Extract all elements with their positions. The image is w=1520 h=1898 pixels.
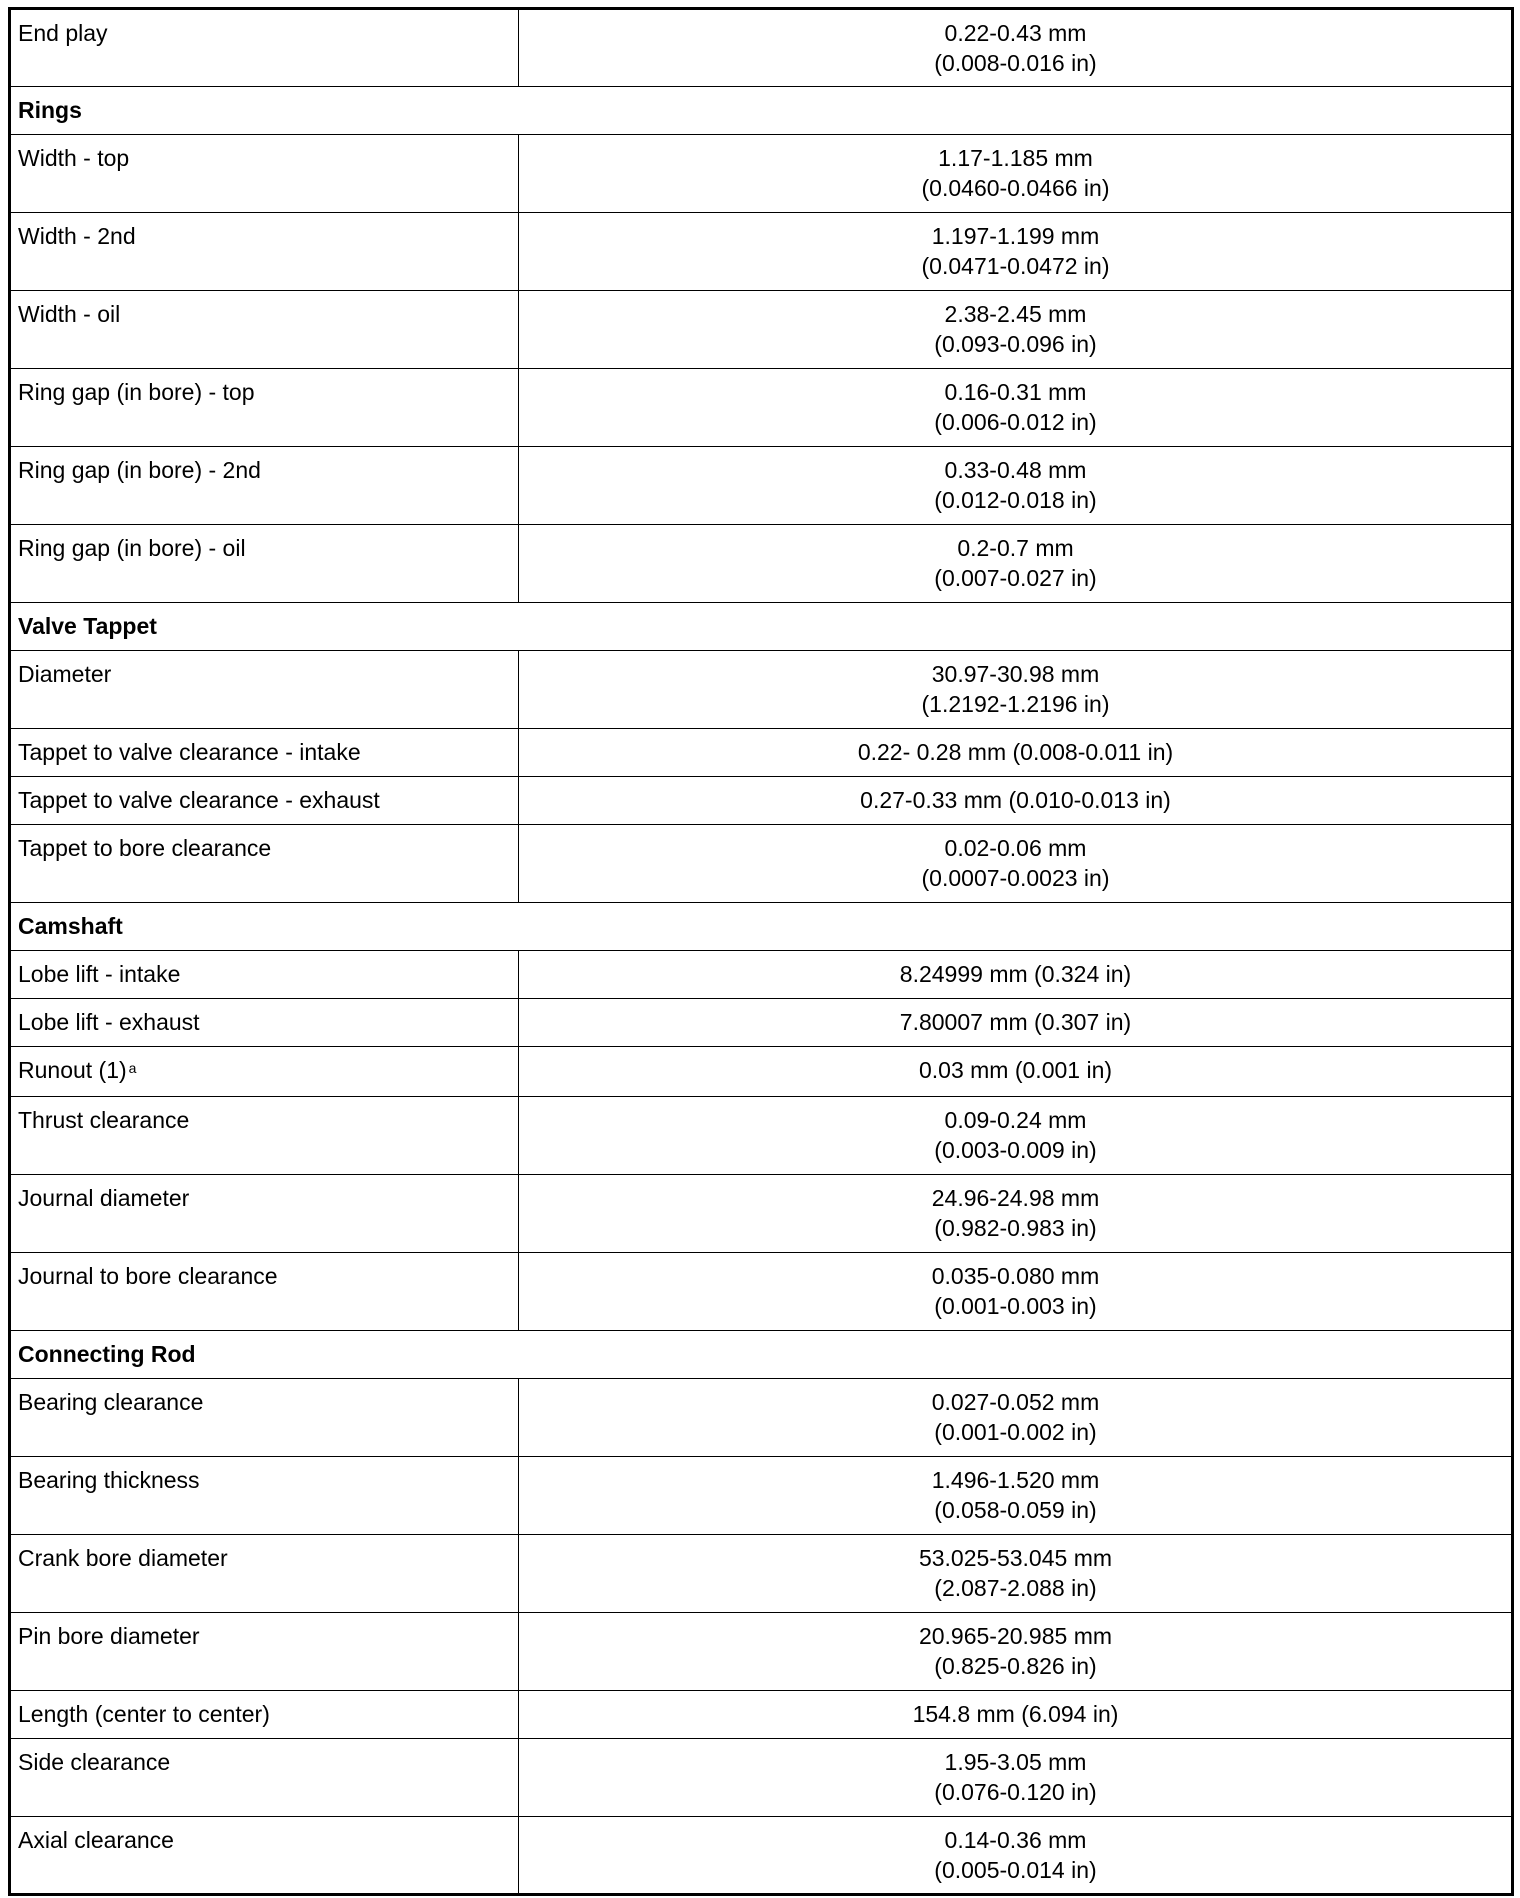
spec-row: [10, 447, 1513, 525]
spec-row: [10, 291, 1513, 369]
spec-label-cell: [10, 369, 519, 447]
spec-value-secondary: (0.008-0.016 in): [934, 50, 1097, 76]
spec-value-primary: 1.95-3.05 mm: [944, 1749, 1087, 1775]
spec-label: Ring gap (in bore) - 2nd: [18, 457, 261, 483]
spec-value-secondary: (1.2192-1.2196 in): [921, 691, 1110, 717]
spec-label: Runout (1): [18, 1057, 127, 1083]
spec-value-secondary: (0.001-0.003 in): [934, 1293, 1097, 1319]
spec-value-cell: [519, 951, 1513, 999]
spec-row: [10, 369, 1513, 447]
spec-value-secondary: (0.0460-0.0466 in): [921, 175, 1110, 201]
spec-value-primary: 7.80007 mm (0.307 in): [899, 1009, 1132, 1035]
spec-value-primary: 0.02-0.06 mm: [944, 835, 1087, 861]
spec-label-cell: [10, 777, 519, 825]
footnote-marker: a: [128, 1060, 137, 1076]
spec-value-cell: [519, 9, 1513, 87]
spec-label-cell: [10, 135, 519, 213]
spec-value-primary: 30.97-30.98 mm: [931, 661, 1100, 687]
spec-label: Crank bore diameter: [18, 1545, 228, 1571]
spec-label: Lobe lift - exhaust: [18, 1009, 200, 1035]
spec-label: Bearing thickness: [18, 1467, 200, 1493]
spec-value-secondary: (0.0471-0.0472 in): [921, 253, 1110, 279]
spec-value-primary: 0.22-0.43 mm: [944, 20, 1087, 46]
spec-row: [10, 1097, 1513, 1175]
spec-value-secondary: (0.001-0.002 in): [934, 1419, 1097, 1445]
spec-value-cell: [519, 1175, 1513, 1253]
spec-value-secondary: (0.005-0.014 in): [934, 1857, 1097, 1883]
spec-label-cell: [10, 213, 519, 291]
spec-label: Journal to bore clearance: [18, 1263, 278, 1289]
spec-label-cell: [10, 1613, 519, 1691]
spec-row: [10, 1253, 1513, 1331]
spec-label-cell: [10, 1253, 519, 1331]
spec-label-cell: [10, 447, 519, 525]
spec-value-secondary: (0.003-0.009 in): [934, 1137, 1097, 1163]
spec-value-secondary: (0.058-0.059 in): [934, 1497, 1097, 1523]
spec-value-cell: [519, 777, 1513, 825]
spec-label: Tappet to valve clearance - exhaust: [18, 787, 380, 813]
section-header-row: [10, 603, 1513, 651]
spec-label: End play: [18, 20, 108, 46]
spec-table-body: [10, 9, 1513, 1895]
spec-value-secondary: (0.006-0.012 in): [934, 409, 1097, 435]
spec-value-cell: [519, 1047, 1513, 1097]
section-header-row: [10, 1331, 1513, 1379]
spec-value-secondary: (0.982-0.983 in): [934, 1215, 1097, 1241]
spec-label: Bearing clearance: [18, 1389, 204, 1415]
spec-row: [10, 1691, 1513, 1739]
spec-label-cell: [10, 1817, 519, 1895]
spec-table: [8, 7, 1514, 1896]
spec-row: [10, 213, 1513, 291]
spec-label-cell: [10, 1097, 519, 1175]
section-header-row: [10, 87, 1513, 135]
spec-label-cell: [10, 651, 519, 729]
spec-value-primary: 53.025-53.045 mm: [918, 1545, 1113, 1571]
spec-value-cell: [519, 1691, 1513, 1739]
spec-label: Ring gap (in bore) - oil: [18, 535, 246, 561]
spec-label-cell: [10, 1739, 519, 1817]
spec-label-cell: [10, 951, 519, 999]
spec-value-cell: [519, 447, 1513, 525]
spec-row: [10, 525, 1513, 603]
spec-value-secondary: (0.825-0.826 in): [934, 1653, 1097, 1679]
spec-row: [10, 651, 1513, 729]
spec-value-secondary: (0.076-0.120 in): [934, 1779, 1097, 1805]
spec-row: [10, 1613, 1513, 1691]
spec-row: [10, 999, 1513, 1047]
spec-row: [10, 1047, 1513, 1097]
spec-label-cell: [10, 291, 519, 369]
spec-label-cell: [10, 9, 519, 87]
spec-value-primary: 0.027-0.052 mm: [931, 1389, 1100, 1415]
spec-value-cell: [519, 1535, 1513, 1613]
spec-row: [10, 825, 1513, 903]
spec-row: [10, 729, 1513, 777]
spec-label-cell: [10, 1047, 519, 1097]
spec-row: [10, 1457, 1513, 1535]
spec-label-cell: [10, 525, 519, 603]
spec-value-cell: [519, 369, 1513, 447]
spec-label-cell: [10, 1691, 519, 1739]
spec-label: Lobe lift - intake: [18, 961, 181, 987]
spec-label-cell: [10, 1457, 519, 1535]
spec-label-cell: [10, 1175, 519, 1253]
spec-label: Thrust clearance: [18, 1107, 190, 1133]
spec-value-secondary: (2.087-2.088 in): [934, 1575, 1097, 1601]
spec-value-cell: [519, 213, 1513, 291]
spec-value-secondary: (0.012-0.018 in): [934, 487, 1097, 513]
spec-value-cell: [519, 1379, 1513, 1457]
spec-value-cell: [519, 525, 1513, 603]
spec-row: [10, 1817, 1513, 1895]
spec-value-primary: 2.38-2.45 mm: [944, 301, 1087, 327]
section-title: Valve Tappet: [10, 603, 1513, 651]
spec-label: Width - top: [18, 145, 130, 171]
spec-label-cell: [10, 999, 519, 1047]
spec-value-cell: [519, 291, 1513, 369]
spec-value-primary: 8.24999 mm (0.324 in): [899, 961, 1132, 987]
spec-label: Journal diameter: [18, 1185, 190, 1211]
spec-row: [10, 951, 1513, 999]
spec-value-cell: [519, 825, 1513, 903]
spec-value-secondary: (0.093-0.096 in): [934, 331, 1097, 357]
spec-value-primary: 0.33-0.48 mm: [944, 457, 1087, 483]
spec-value-primary: 1.17-1.185 mm: [938, 145, 1093, 171]
spec-row: [10, 1535, 1513, 1613]
spec-value-primary: 24.96-24.98 mm: [931, 1185, 1100, 1211]
spec-value-primary: 0.14-0.36 mm: [944, 1827, 1087, 1853]
spec-value-primary: 0.035-0.080 mm: [931, 1263, 1100, 1289]
spec-label: Side clearance: [18, 1749, 171, 1775]
section-title: Rings: [10, 87, 1513, 135]
section-title: Connecting Rod: [10, 1331, 1513, 1379]
spec-value-cell: [519, 1253, 1513, 1331]
spec-label: Diameter: [18, 661, 112, 687]
spec-value-primary: 0.2-0.7 mm: [957, 535, 1074, 561]
spec-value-primary: 0.22- 0.28 mm (0.008-0.011 in): [857, 739, 1174, 765]
spec-label: Length (center to center): [18, 1701, 270, 1727]
spec-label: Width - oil: [18, 301, 121, 327]
spec-label-cell: [10, 1379, 519, 1457]
spec-label: Ring gap (in bore) - top: [18, 379, 255, 405]
spec-label-cell: [10, 825, 519, 903]
spec-row: [10, 777, 1513, 825]
spec-value-primary: 1.197-1.199 mm: [931, 223, 1100, 249]
spec-value-cell: [519, 1613, 1513, 1691]
spec-row: [10, 9, 1513, 87]
spec-row: [10, 135, 1513, 213]
spec-value-cell: [519, 135, 1513, 213]
spec-value-cell: [519, 729, 1513, 777]
spec-value-cell: [519, 1817, 1513, 1895]
spec-label-cell: [10, 729, 519, 777]
spec-value-cell: [519, 651, 1513, 729]
spec-value-cell: [519, 1097, 1513, 1175]
spec-label: Axial clearance: [18, 1827, 174, 1853]
spec-value-primary: 154.8 mm (6.094 in): [912, 1701, 1119, 1727]
spec-row: [10, 1379, 1513, 1457]
section-title: Camshaft: [10, 903, 1513, 951]
spec-value-primary: 20.965-20.985 mm: [918, 1623, 1113, 1649]
spec-label: Pin bore diameter: [18, 1623, 200, 1649]
spec-value-primary: 0.03 mm (0.001 in): [918, 1057, 1113, 1083]
spec-value-primary: 0.16-0.31 mm: [944, 379, 1087, 405]
spec-row: [10, 1739, 1513, 1817]
spec-label: Width - 2nd: [18, 223, 136, 249]
spec-row: [10, 1175, 1513, 1253]
spec-value-cell: [519, 1739, 1513, 1817]
spec-label-cell: [10, 1535, 519, 1613]
spec-value-primary: 0.09-0.24 mm: [944, 1107, 1087, 1133]
spec-value-secondary: (0.0007-0.0023 in): [921, 865, 1110, 891]
section-header-row: [10, 903, 1513, 951]
spec-value-cell: [519, 1457, 1513, 1535]
spec-value-cell: [519, 999, 1513, 1047]
spec-value-primary: 1.496-1.520 mm: [931, 1467, 1100, 1493]
spec-value-secondary: (0.007-0.027 in): [934, 565, 1097, 591]
spec-label: Tappet to valve clearance - intake: [18, 739, 361, 765]
spec-label: Tappet to bore clearance: [18, 835, 272, 861]
spec-value-primary: 0.27-0.33 mm (0.010-0.013 in): [860, 787, 1171, 813]
